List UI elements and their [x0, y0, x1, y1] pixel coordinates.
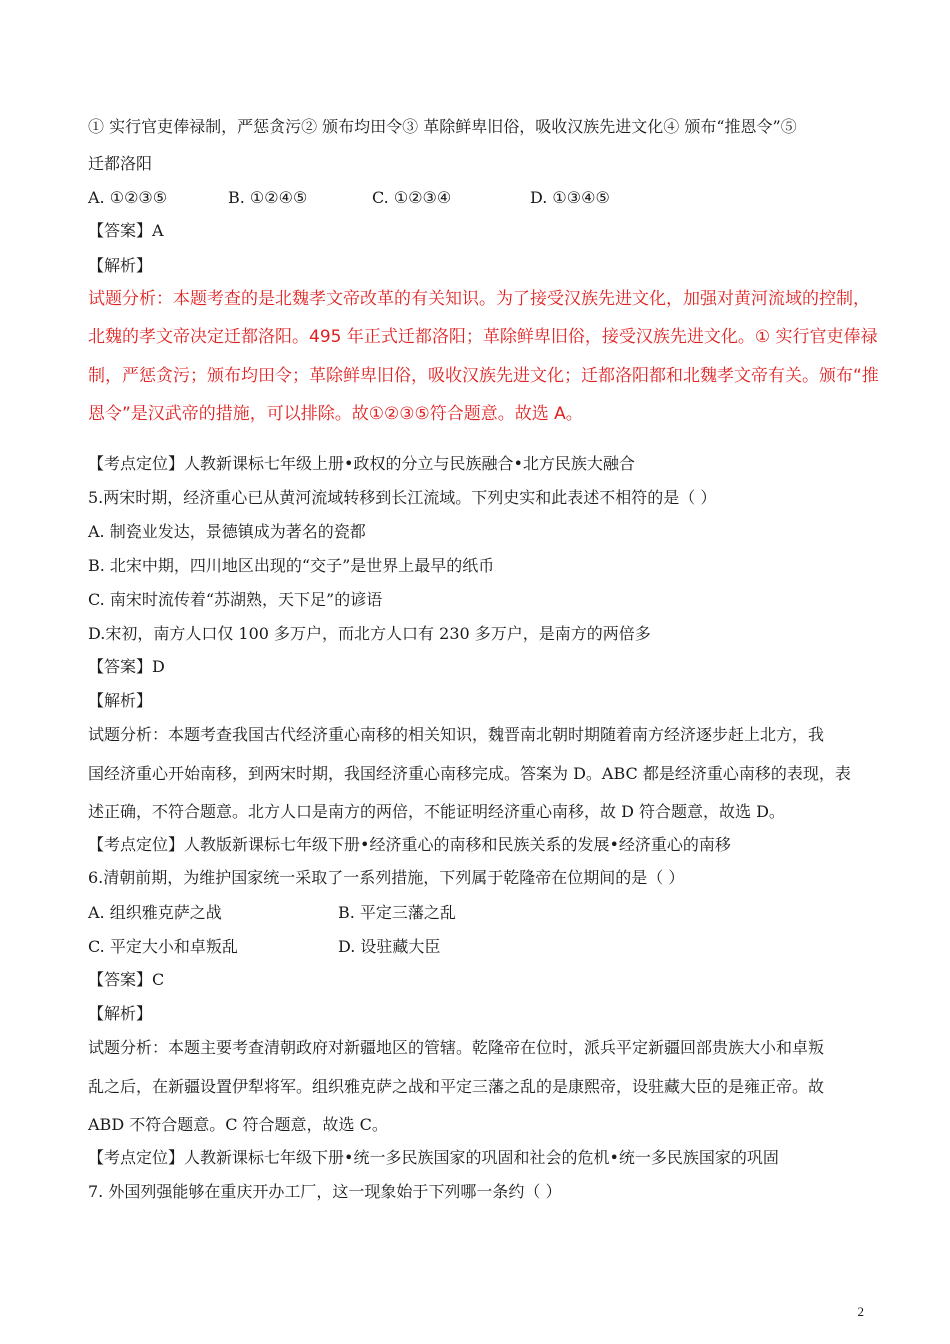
q6-stem: 6.清朝前期，为维护国家统一采取了一系列措施，下列属于乾隆帝在位期间的是（ ）	[88, 868, 685, 887]
q4-answer: 【答案】A	[88, 221, 164, 240]
q5-point: 【考点定位】人教版新课标七年级下册•经济重心的南移和民族关系的发展•经济重心的南移	[88, 835, 731, 854]
q4-option-b: B. ①②④⑤	[228, 188, 308, 207]
q6-point: 【考点定位】人教新课标七年级下册•统一多民族国家的巩固和社会的危机•统一多民族国家的巩固	[88, 1148, 779, 1167]
q4-option-a: A. ①②③⑤	[88, 188, 168, 207]
q6-analysis-line: ABD 不符合题意。C 符合题意，故选 C。	[88, 1115, 388, 1134]
q6-analysis-line: 试题分析：本题主要考查清朝政府对新疆地区的管辖。乾隆帝在位时，派兵平定新疆回部贵族大小和卓叛	[88, 1038, 825, 1057]
page-number: 2	[857, 1304, 864, 1319]
q4-option-c: C. ①②③④	[372, 188, 452, 207]
q6-option-d: D. 设驻藏大臣	[338, 937, 441, 956]
q4-analysis-label: 【解析】	[88, 256, 153, 275]
q5-analysis-line: 述正确，不符合题意。北方人口是南方的两倍，不能证明经济重心南移，故 D 符合题意，故选 D。	[88, 802, 785, 821]
q4-analysis-line: 试题分析：本题考查的是北魏孝文帝改革的有关知识。为了接受汉族先进文化，加强对黄河流域的控制，	[88, 289, 870, 309]
q4-stem-line2: 迁都洛阳	[88, 154, 153, 173]
q6-answer: 【答案】C	[88, 970, 165, 989]
q4-option-d: D. ①③④⑤	[530, 188, 610, 207]
q4-analysis-line: 北魏的孝文帝决定迁都洛阳。495 年正式迁都洛阳；革除鲜卑旧俗，接受汉族先进文化。① 实行官吏俸禄	[88, 327, 878, 347]
q5-analysis-label: 【解析】	[88, 691, 153, 710]
q4-analysis-line: 恩令”是汉武帝的措施，可以排除。故①②③⑤符合题意。故选 A。	[88, 404, 583, 424]
q6-option-a: A. 组织雅克萨之战	[88, 903, 222, 922]
q4-stem-line1: ① 实行官吏俸禄制，严惩贪污② 颁布均田令③ 革除鲜卑旧俗，吸收汉族先进文化④ 颁布“推恩令”⑤	[88, 117, 797, 136]
q5-option-c: C. 南宋时流传着“苏湖熟，天下足”的谚语	[88, 590, 383, 609]
q7-stem: 7. 外国列强能够在重庆开办工厂，这一现象始于下列哪一条约（ ）	[88, 1182, 562, 1201]
q6-option-c: C. 平定大小和卓叛乱	[88, 937, 238, 956]
q6-option-b: B. 平定三藩之乱	[338, 903, 456, 922]
q5-stem: 5.两宋时期，经济重心已从黄河流域转移到长江流域。下列史实和此表述不相符的是（ ）	[88, 488, 717, 507]
q5-answer: 【答案】D	[88, 657, 165, 676]
q4-analysis-line: 制，严惩贪污；颁布均田令；革除鲜卑旧俗，吸收汉族先进文化；迁都洛阳都和北魏孝文帝有关。颁布“推	[88, 366, 879, 386]
q4-point: 【考点定位】人教新课标七年级上册•政权的分立与民族融合•北方民族大融合	[88, 454, 635, 473]
q5-option-d: D.宋初，南方人口仅 100 多万户，而北方人口有 230 多万户，是南方的两倍多	[88, 624, 651, 643]
q5-analysis-line: 国经济重心开始南移，到两宋时期，我国经济重心南移完成。答案为 D。ABC 都是经济重心南移的表现，表	[88, 764, 851, 783]
q6-analysis-line: 乱之后，在新疆设置伊犁将军。组织雅克萨之战和平定三藩之乱的是康熙帝，设驻藏大臣的是雍正帝。故	[88, 1077, 825, 1096]
q6-analysis-label: 【解析】	[88, 1004, 153, 1023]
q5-option-a: A. 制瓷业发达，景德镇成为著名的瓷都	[88, 522, 366, 541]
q5-analysis-line: 试题分析：本题考查我国古代经济重心南移的相关知识，魏晋南北朝时期随着南方经济逐步赶上北方，我	[88, 725, 825, 744]
q5-option-b: B. 北宋中期，四川地区出现的“交子”是世界上最早的纸币	[88, 556, 495, 575]
